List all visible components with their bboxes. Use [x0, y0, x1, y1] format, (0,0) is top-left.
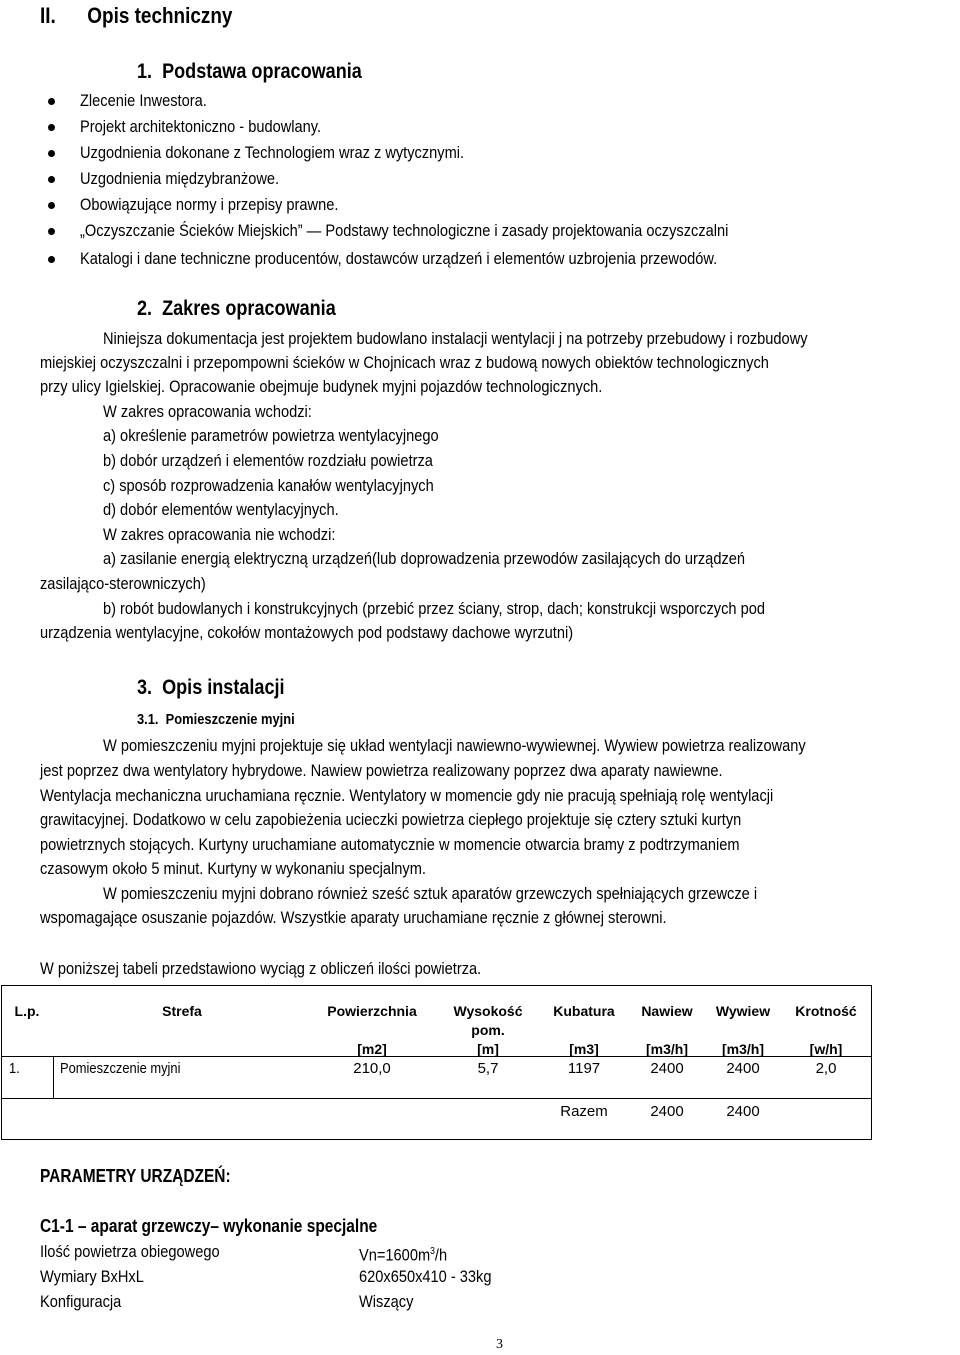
param-label: Konfiguracja — [40, 1292, 122, 1311]
unit-label: [w/h] — [809, 1041, 843, 1057]
list-item: Obowiązujące normy i przepisy prawne. — [80, 195, 339, 214]
text-line: W zakres opracowania nie wchodzi: — [103, 525, 336, 544]
text-line: Niniejsza dokumentacja jest projektem budowlano instalacji wentylacji j na potrzeby przebudowy i rozbudowy — [103, 329, 808, 348]
table-cell-krotnosc: 2,0 — [815, 1060, 837, 1077]
param-value: $Vn=1600m^3/h$ — [359, 1245, 448, 1265]
table-border — [1, 1139, 872, 1140]
table-cell-strefa: Pomieszczenie myjni — [60, 1060, 181, 1077]
table-cell-wywiew: 2400 — [726, 1060, 760, 1077]
col-header-wysokosc: pom. — [471, 1022, 505, 1038]
text-line: a) zasilanie energią elektryczną urządzeń(lub doprowadzenia przewodów zasilających do urządzeń — [103, 549, 746, 568]
table-border — [1, 985, 872, 986]
text-line: b) dobór urządzeń i elementów rozdziału powietrza — [103, 451, 433, 470]
section-title: II. Opis techniczny — [40, 3, 233, 28]
text-line: d) dobór elementów wentylacyjnych. — [103, 500, 339, 519]
bullet-icon — [48, 124, 55, 131]
text-line: b) robót budowlanych i konstrukcyjnych (przebić przez ściany, strop, dach; konstrukcji wsporczych pod — [103, 599, 765, 618]
table-cell-lp: 1. — [9, 1060, 20, 1077]
table-total-wywiew: 2400 — [726, 1103, 760, 1120]
subsection-2-title: 2. Zakres opracowania — [137, 297, 336, 320]
table-total-label: Razem — [560, 1103, 608, 1120]
table-border — [1, 1098, 872, 1099]
col-header-powierzchnia: Powierzchnia — [327, 1003, 417, 1019]
unit-label: [m3/h] — [722, 1041, 764, 1057]
unit-label: [m3] — [569, 1041, 599, 1057]
col-header-wywiew: Wywiew — [715, 1003, 771, 1019]
text-line: a) określenie parametrów powietrza wentylacyjnego — [103, 426, 439, 445]
table-cell-powierzchnia: 210,0 — [353, 1060, 391, 1077]
list-item: Katalogi i dane techniczne producentów, dostawców urządzeń i elementów uzbrojenia przewodów. — [80, 249, 718, 268]
param-label: Wymiary BxHxL — [40, 1267, 144, 1286]
bullet-icon — [48, 256, 55, 263]
text-line: powietrznych stojących. Kurtyny uruchamiane automatycznie w momencie otwarcia bramy z podtrzymaniem — [40, 835, 740, 854]
text-line: Wentylacja mechaniczna uruchamiana ręcznie. Wentylatory w momencie gdy nie pracują spełniają rolę wentylacji — [40, 786, 774, 805]
col-header-wysokosc: Wysokość — [453, 1003, 523, 1019]
table-border — [1, 985, 2, 1140]
list-item: Zlecenie Inwestora. — [80, 91, 207, 110]
table-cell-kubatura: 1197 — [567, 1060, 601, 1077]
col-header-lp: L.p. — [14, 1003, 40, 1019]
subsection-1-title: 1. Podstawa opracowania — [137, 60, 362, 83]
text-line: W zakres opracowania wchodzi: — [103, 402, 312, 421]
text-line: grawitacyjnej. Dodatkowo w celu zapobieżenia ucieczki powietrza ciepłego projektuje się cztery sztuki kurtyn — [40, 810, 742, 829]
list-item: Uzgodnienia międzybranżowe. — [80, 169, 280, 188]
col-header-nawiew: Nawiew — [641, 1003, 693, 1019]
text-line: c) sposób rozprowadzenia kanałów wentylacyjnych — [103, 476, 434, 495]
list-item: Uzgodnienia dokonane z Technologiem wraz z wytycznymi. — [80, 143, 465, 162]
bullet-icon — [48, 176, 55, 183]
params-title: PARAMETRY URZĄDZEŃ: — [40, 1166, 231, 1186]
param-value: Wiszący — [359, 1292, 414, 1311]
col-header-krotnosc: Krotność — [795, 1003, 857, 1019]
bullet-icon — [48, 150, 55, 157]
param-label: Ilość powietrza obiegowego — [40, 1242, 220, 1261]
text-line: W pomieszczeniu myjni projektuje się układ wentylacji nawiewno-wywiewnej. Wywiew powietrza realizowany — [103, 736, 806, 755]
bullet-icon — [48, 98, 55, 105]
text-line: W pomieszczeniu myjni dobrano również sześć sztuk aparatów grzewczych spełniających grzewcze i — [103, 884, 758, 903]
table-cell-wysokosc: 5,7 — [477, 1060, 499, 1077]
text-line: jest poprzez dwa wentylatory hybrydowe. Nawiew powietrza realizowany poprzez dwa aparaty nawiewne. — [40, 761, 723, 780]
text-line: wspomagające osuszanie pojazdów. Wszystkie aparaty uruchamiane ręcznie z głównej sterowni. — [40, 908, 667, 927]
col-header-kubatura: Kubatura — [553, 1003, 615, 1019]
unit-label: [m3/h] — [646, 1041, 688, 1057]
text-line: przy ulicy Igielskiej. Opracowanie obejmuje budynek myjni pojazdów technologicznych. — [40, 377, 603, 396]
table-border — [871, 985, 872, 1140]
table-total-nawiew: 2400 — [650, 1103, 684, 1120]
table-intro: W poniższej tabeli przedstawiono wyciąg z obliczeń ilości powietrza. — [40, 959, 482, 978]
bullet-icon — [48, 202, 55, 209]
unit-label: [m] — [477, 1041, 499, 1057]
unit-label: [m2] — [357, 1041, 387, 1057]
device-title: C1-1 – aparat grzewczy– wykonanie specjalne — [40, 1216, 378, 1236]
text-line: urządzenia wentylacyjne, cokołów montażowych pod podstawy dachowe wyrzutni) — [40, 623, 574, 642]
table-cell-nawiew: 2400 — [650, 1060, 684, 1077]
text-line: zasilająco-sterowniczych) — [40, 574, 206, 593]
cell-divider — [53, 1057, 54, 1098]
text-line: czasowym około 5 minut. Kurtyny w wykonaniu specjalnym. — [40, 859, 426, 878]
param-value: 620x650x410 - 33kg — [359, 1267, 492, 1286]
text-line: miejskiej oczyszczalni i przepompowni ścieków w Chojnicach wraz z budową nowych obiektów technologicznych — [40, 353, 769, 372]
bullet-icon — [48, 228, 55, 235]
col-header-strefa: Strefa — [162, 1003, 202, 1019]
subsection-3-title: 3. Opis instalacji — [137, 676, 285, 699]
subsection-3-1-title: 3.1. Pomieszczenie myjni — [137, 711, 295, 728]
list-item: „Oczyszczanie Ścieków Miejskich” — Podstawy technologiczne i zasady projektowania oczyszczalni — [80, 221, 729, 240]
list-item: Projekt architektoniczno - budowlany. — [80, 117, 322, 136]
page-number: 3 — [496, 1337, 503, 1352]
